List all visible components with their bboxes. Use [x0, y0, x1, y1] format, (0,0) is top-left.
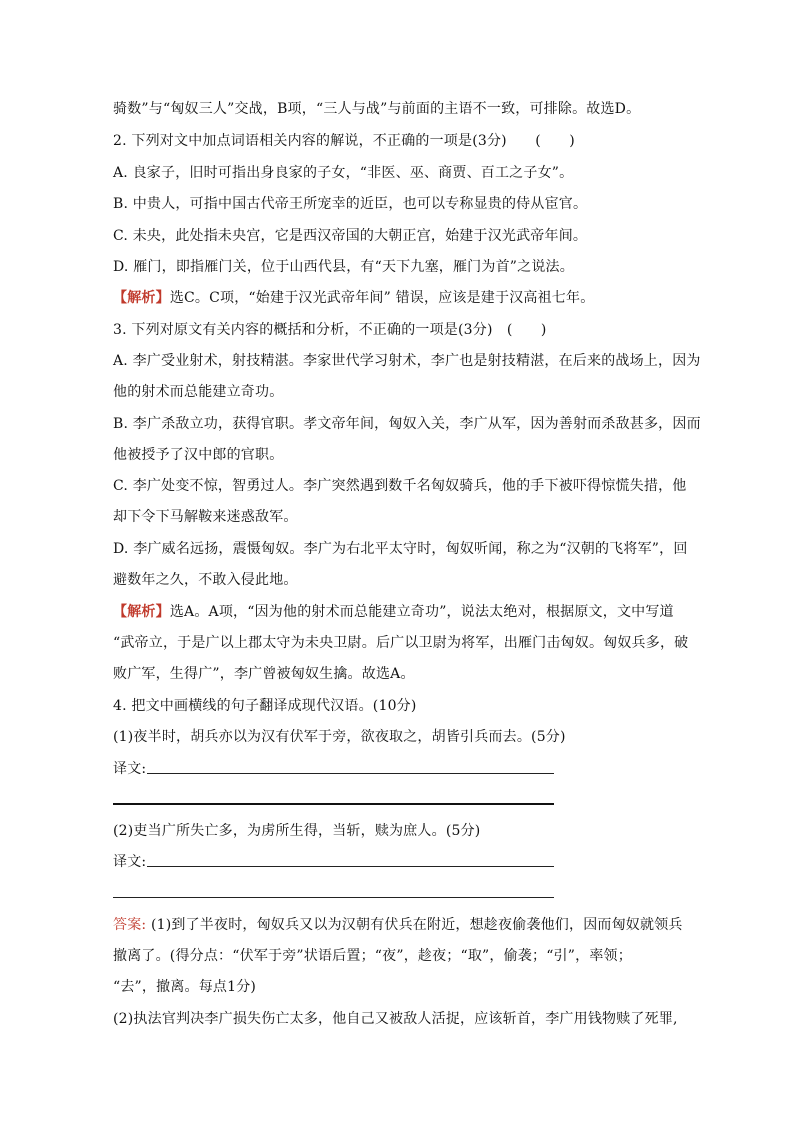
- analysis-tag: 【解析】: [113, 604, 170, 620]
- analysis-text: 选A。A项，“因为他的射术而总能建立奇功”，说法太绝对，根据原文，文中写道: [169, 604, 674, 620]
- option-b: B. 李广杀敌立功，获得官职。孝文帝年间，匈奴入关，李广从军，因为善射而杀敌甚多，因而: [113, 416, 701, 432]
- answer-line: [113, 803, 554, 805]
- analysis-tag: 【解析】: [113, 290, 170, 306]
- answer-text: (1)到了半夜时，匈奴兵又以为汉朝有伏兵在附近，想趁夜偷袭他们，因而匈奴就领兵: [146, 917, 683, 933]
- sentence-2: (2)吏当广所失亡多，为虏所生得，当斩，赎为庶人。(5分): [113, 823, 481, 839]
- option-a: A. 李广受业射术，射技精湛。李家世代学习射术，李广也是射技精湛，在后来的战场上，因为: [113, 353, 701, 369]
- question-3: 3. 下列对原文有关内容的概括和分析，不正确的一项是(3分) ( ): [113, 322, 547, 338]
- answer-line: [147, 773, 554, 774]
- option-d: D. 雁门，即指雁门关，位于山西代县，有“天下九塞，雁门为首”之说法。: [113, 259, 574, 275]
- answer-block: [113, 915, 683, 935]
- analysis-q3: [113, 602, 674, 622]
- text-line: 骑数”与“匈奴三人”交战，B项，“三人与战”与前面的主语不一致，可排除。故选D。: [113, 101, 641, 117]
- option-d: D. 李广威名远扬，震慑匈奴。李广为右北平太守时，匈奴听闻，称之为“汉朝的飞将军”，回: [113, 541, 688, 557]
- option-c: C. 李广处变不惊，智勇过人。李广突然遇到数千名匈奴骑兵，他的手下被吓得惊慌失措，他: [113, 478, 687, 494]
- option-c-cont: 却下令下马解鞍来迷惑敌军。: [113, 509, 298, 525]
- question-4: 4. 把文中画横线的句子翻译成现代汉语。(10分): [113, 698, 417, 714]
- analysis-q2: [113, 288, 594, 308]
- option-b: B. 中贵人，可指中国古代帝王所宠幸的近臣，也可以专称显贵的侍从宦官。: [113, 196, 588, 212]
- sentence-1: (1)夜半时，胡兵亦以为汉有伏军于旁，欲夜取之，胡皆引兵而去。(5分): [113, 729, 566, 745]
- answer-tag: 答案:: [113, 917, 147, 933]
- option-a: A. 良家子，旧时可指出身良家的子女，“非医、巫、商贾、百工之子女”。: [113, 165, 574, 181]
- analysis-text: 选C。C项，“始建于汉光武帝年间” 错误，应该是建于汉高祖七年。: [169, 290, 595, 306]
- option-b-cont: 他被授予了汉中郎的官职。: [113, 447, 284, 463]
- answer-cont: “去”，撤离。每点1分): [113, 979, 257, 995]
- analysis-cont: 败广军，生得广”，李广曾被匈奴生擒。故选A。: [113, 666, 415, 682]
- answer-line: [113, 897, 554, 898]
- option-d-cont: 避数年之久，不敢入侵此地。: [113, 572, 298, 588]
- question-2: 2. 下列对文中加点词语相关内容的解说，不正确的一项是(3分) ( ): [113, 133, 575, 149]
- analysis-cont: “武帝立，于是广以上郡太守为未央卫尉。后广以卫尉为将军，出雁门击匈奴。匈奴兵多，破: [113, 635, 689, 651]
- answer-cont: 撤离了。(得分点：“伏军于旁”状语后置；“夜”，趁夜；“取”，偷袭；“引”，率领；: [113, 948, 632, 964]
- translation-label: 译文:: [113, 761, 147, 777]
- translation-label: 译文:: [113, 854, 147, 870]
- answer-cont: (2)执法官判决李广损失伤亡太多，他自己又被敌人活捉，应该斩首，李广用钱物赎了死罪,: [113, 1011, 678, 1027]
- answer-line: [147, 866, 554, 867]
- option-a-cont: 他的射术而总能建立奇功。: [113, 384, 284, 400]
- option-c: C. 未央，此处指未央宫，它是西汉帝国的大朝正宫，始建于汉光武帝年间。: [113, 228, 588, 244]
